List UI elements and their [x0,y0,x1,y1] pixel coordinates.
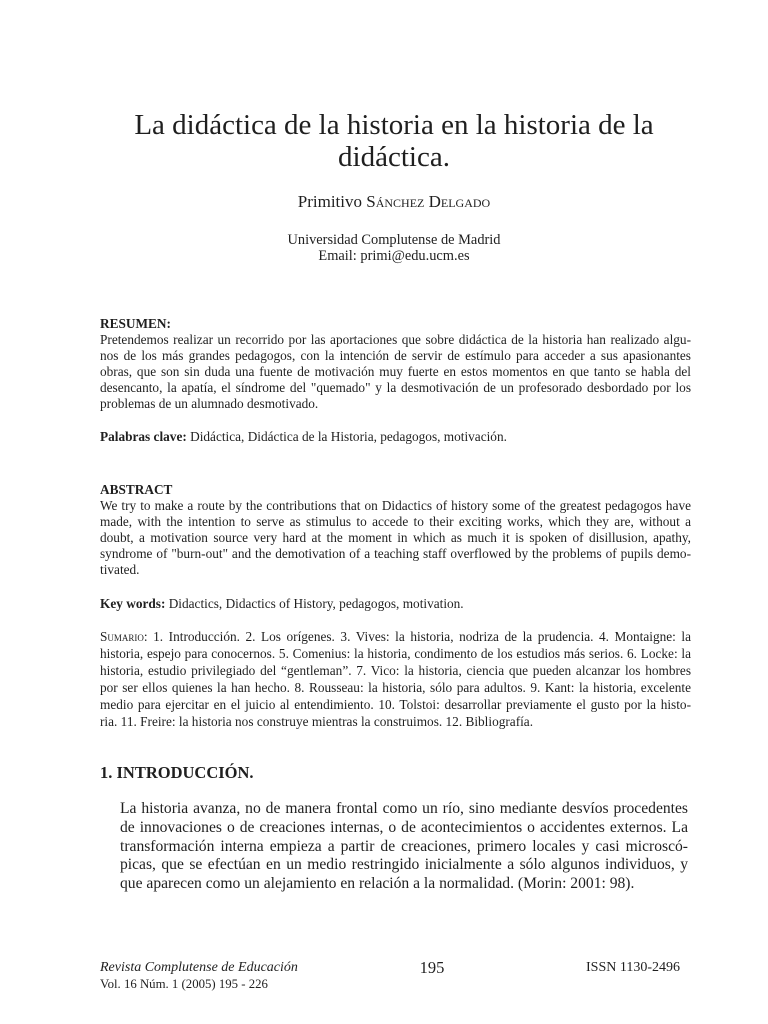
quote-block [120,800,688,894]
resumen-line: obras, que son sin duda una fuente de motivación muy fuerte en estos momentos en que tanto se habla del [100,364,691,379]
palabras-clave-label: Palabras clave: [100,429,187,444]
abstract-line: made, with the intention to serve as stimulus to accede to their exciting works, which they are, without a [100,514,691,529]
quote-line: picas, que se efectúan en un medio restringido inicialmente a sólo algunos individuos, y [120,856,688,874]
quote-line: La historia avanza, no de manera frontal como un río, sino mediante desvíos procedentes [120,800,688,817]
resumen-line: nos de los más grandes pedagogos, con la intención de servir de estímulo para acceder a sus apasionantes [100,348,691,363]
page-title [20,109,768,173]
affiliation [20,232,768,264]
sumario-label: Sumario: [100,629,148,644]
abstract-heading: ABSTRACT [100,482,173,497]
resumen-section [100,316,691,412]
palabras-clave-value: Didáctica, Didáctica de la Historia, pedagogos, motivación. [190,429,507,444]
author-surname: Sánchez Delgado [366,192,491,211]
author-name [20,192,768,212]
page-number: 195 [419,958,445,977]
title-line: didáctica. [338,141,450,173]
author-given-name: Primitivo [297,192,362,211]
issn: ISSN 1130-2496 [586,960,680,975]
title-line: La didáctica de la historia en la historia de la [134,109,654,141]
quote-line: de innovaciones o de creaciones internas, o de acontecimientos o accidentes externos. La [120,818,688,836]
abstract-line: We try to make a route by the contributions that on Didactics of history some of the greatest pedagogos have [100,498,691,513]
sumario-line: ria. 11. Freire: la historia nos construye mientras la construimos. 12. Bibliografía. [100,714,534,729]
key-words-value: Didactics, Didactics of History, pedagogos, motivation. [168,596,464,611]
volume-info: Vol. 16 Núm. 1 (2005) 195 - 226 [100,977,268,991]
resumen-line: Pretendemos realizar un recorrido por las aportaciones que sobre didáctica de la historia han realizado algu- [100,332,691,347]
resumen-line: problemas de un alumnado desmotivado. [100,396,319,411]
sumario-section [100,628,691,730]
key-words [100,596,691,612]
quote-line: transformación interna empieza a partir de creaciones, primero locales y casi microscó- [120,837,688,855]
sumario-line: por ser ellos quienes la han hecho. 8. Rousseau: la historia, sólo para adultos. 9. Kant: la historia, excelente [100,680,691,695]
key-words-label: Key words: [100,596,166,611]
palabras-clave [100,429,691,445]
abstract-section [100,482,691,578]
abstract-line: doubt, a motivation source very hard at the moment in which as much it is spoken of disillusion, apathy, [100,530,691,545]
sumario-line [100,628,691,645]
sumario-line: historia, espejo para conocernos. 5. Comenius: la historia, condimento de los estudios más serios. 6. Locke: la [100,646,691,661]
abstract-line: tivated. [100,562,140,577]
sumario-line: historia, estudio privilegiado del “gentleman”. 7. Vico: la historia, ciencia que pueden alcanzar los hombres [100,663,691,678]
journal-name: Revista Complutense de Educación [100,960,298,975]
sumario-line: medio para ejercitar en el juicio al entendimiento. 10. Tolstoi: desarrollar previamente el gusto por la histo- [100,697,691,712]
sumario-line-text: 1. Introducción. 2. Los orígenes. 3. Vives: la historia, nodriza de la prudencia. 4. Montaigne: la [153,629,692,644]
abstract-line: syndrome of "burn-out" and the demotivation of a teaching staff overflowed by the problems of pupils demo- [100,546,691,561]
affiliation-institution: Universidad Complutense de Madrid [287,232,501,248]
affiliation-email: Email: primi@edu.ucm.es [318,248,470,264]
resumen-line: desencanto, la apatía, el síndrome del "quemado" y la desmotivación de un profesorado desbordado por los [100,380,691,395]
quote-line: que aparecen como un alejamiento en relación a la normalidad. (Morin: 2001: 98). [120,875,635,892]
section-heading-introduccion: 1. INTRODUCCIÓN. [100,763,254,782]
resumen-heading: RESUMEN: [100,316,171,331]
